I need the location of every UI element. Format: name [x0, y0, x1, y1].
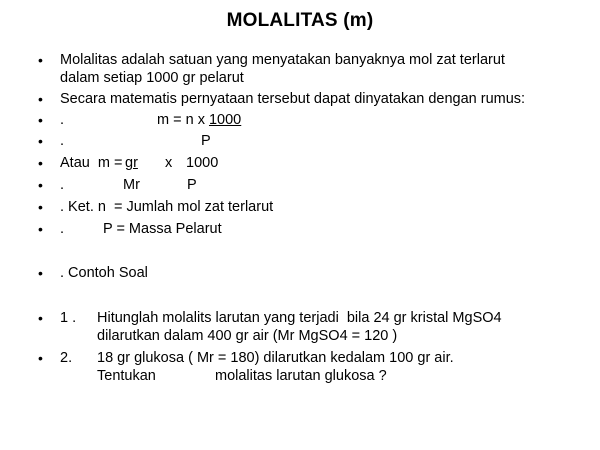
formula-dot: . — [60, 221, 65, 237]
formula-dot: . — [60, 112, 65, 128]
formula-dot: . — [60, 133, 65, 149]
slide-title: MOLALITAS (m) — [226, 10, 374, 31]
question-2-line-1: 18 gr glukosa ( Mr = 180) dilarutkan kedalam 100 gr air. — [97, 350, 454, 366]
atau-numerator-group — [125, 154, 219, 172]
atau-mr: Mr — [123, 177, 140, 193]
formula-lhs: m = n x — [157, 112, 209, 128]
question-1-line-1: Hitunglah molalits larutan yang terjadi bila 24 gr kristal MgSO4 — [97, 310, 502, 326]
contoh-soal-heading: . Contoh Soal — [60, 265, 148, 281]
bullet-icon: • — [38, 221, 43, 237]
question-1-line-2: dilarutkan dalam 400 gr air (Mr MgSO4 = 120 ) — [97, 328, 398, 344]
atau-prefix: Atau m = — [60, 155, 127, 171]
formula-dot: . — [60, 177, 65, 193]
formula-denominator: P — [201, 133, 211, 149]
definition-line-2: dalam setiap 1000 gr pelarut — [60, 70, 244, 86]
math-intro-text: Secara matematis pernyataan tersebut dapat dinyatakan dengan rumus: — [60, 91, 526, 107]
bullet-icon: • — [38, 155, 43, 171]
atau-times: x — [165, 155, 173, 171]
ket-p-text: P = Massa Pelarut — [103, 221, 222, 237]
atau-p: P — [187, 177, 197, 193]
atau-gr: gr — [125, 155, 138, 171]
definition-line-1: Molalitas adalah satuan yang menyatakan banyaknya mol zat terlarut — [60, 52, 505, 68]
question-2-line-2: molalitas larutan glukosa ? — [215, 368, 387, 384]
bullet-icon: • — [38, 199, 43, 215]
question-1-number: 1 . — [60, 310, 77, 326]
bullet-icon: • — [38, 133, 43, 149]
question-2-number: 2. — [60, 350, 73, 366]
atau-1000: 1000 — [186, 155, 219, 171]
bullet-icon: • — [38, 112, 43, 128]
bullet-icon: • — [38, 310, 43, 326]
ket-n-text: . Ket. n = Jumlah mol zat terlarut — [60, 199, 274, 215]
formula-m-equation — [157, 111, 241, 129]
bullet-icon: • — [38, 177, 43, 193]
formula-numerator: 1000 — [208, 112, 242, 128]
bullet-icon: • — [38, 52, 43, 68]
bullet-icon: • — [38, 91, 43, 107]
bullet-icon: • — [38, 350, 43, 366]
bullet-icon: • — [38, 265, 43, 281]
question-2-tentukan: Tentukan — [97, 368, 156, 384]
